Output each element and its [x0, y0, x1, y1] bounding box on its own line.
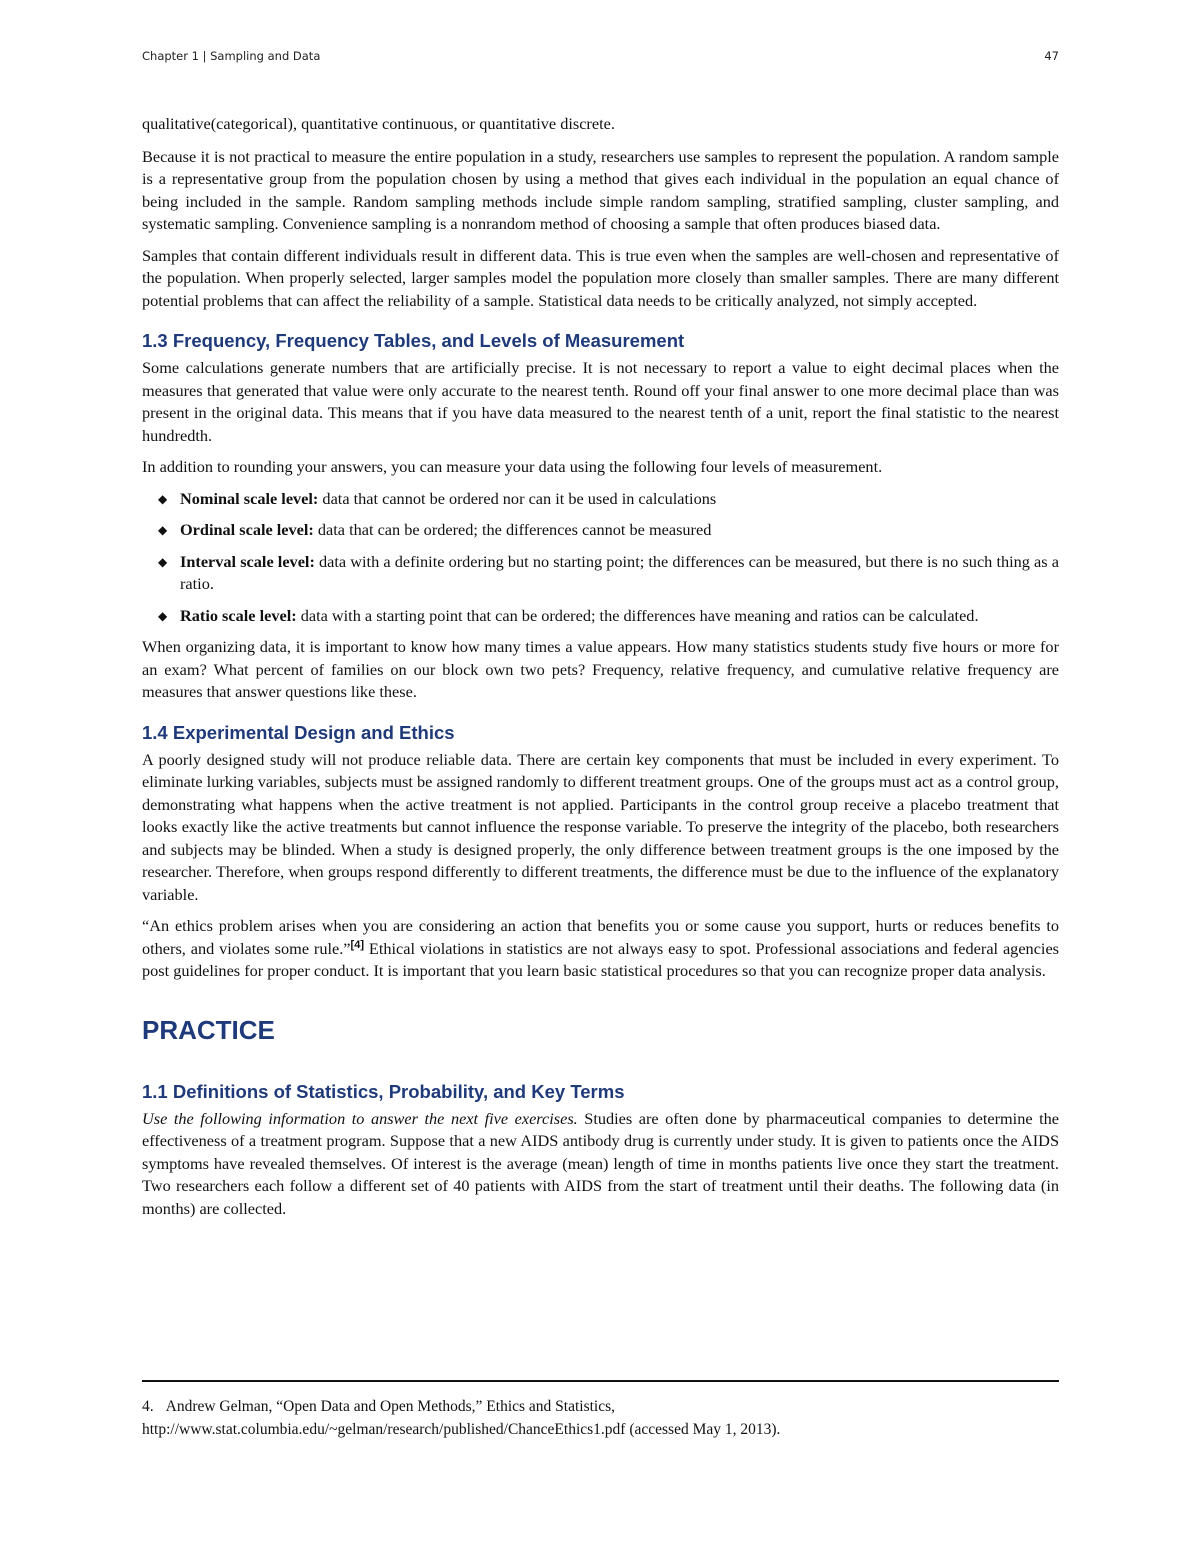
page-number: 47	[1044, 49, 1059, 63]
running-header	[142, 49, 1059, 63]
paragraph-experimental-design: A poorly designed study will not produce reliable data. There are certain key components that must be included in every experiment. To eliminate lurking variables, subjects must be assigned randomly to different treatment groups. One of the groups must act as a control group, demonstrating what happens when the active treatment is not applied. Participants in the control group receive a placebo treatment that looks exactly like the active treatments but cannot influence the response variable. To preserve the integrity of the placebo, both researchers and subjects may be blinded. When a study is designed properly, the only difference between treatment groups is the one imposed by the researcher. Therefore, when groups respond differently to different treatments, the difference must be due to the influence of the explanatory variable.	[142, 749, 1059, 904]
bullet-icon: ◆	[158, 491, 168, 506]
paragraph-practice-instructions	[142, 1108, 1059, 1221]
footnote-divider	[142, 1380, 1059, 1382]
level-description: data that cannot be ordered nor can it be used in calculations	[318, 488, 717, 508]
exercise-instruction: Use the following information to answer the next five exercises.	[142, 1108, 578, 1128]
section-heading-1-4: 1.4 Experimental Design and Ethics	[142, 721, 455, 743]
paragraph-rounding: Some calculations generate numbers that are artificially precise. It is not necessary to report a value to eight decimal places when the measures that generated that value were only accurate to the nearest tenth. Round off your final answer to one more decimal place than was present in the original data. This means that if you have data measured to the nearest tenth of a unit, report the final statistic to the nearest hundredth.	[142, 358, 1059, 445]
levels-list	[142, 488, 1059, 628]
list-item	[142, 605, 1059, 628]
footnote-number: 4.	[142, 1398, 154, 1415]
level-description: data with a starting point that can be ordered; the differences have meaning and ratios can be calculated.	[296, 605, 979, 625]
practice-heading: PRACTICE	[142, 1014, 275, 1045]
footnote-text: Andrew Gelman, “Open Data and Open Methods,” Ethics and Statistics, http://www.stat.columbia.edu/~gelman/research/published/ChanceEthics1.pdf (accessed May 1, 2013).	[142, 1398, 781, 1438]
paragraph-levels-intro: In addition to rounding your answers, you can measure your data using the following four levels of measurement.	[142, 457, 883, 476]
level-description: data with a definite ordering but no starting point; the differences can be measured, but there is no such thing as a ratio.	[180, 551, 1059, 593]
paragraph-sampling: Because it is not practical to measure the entire population in a study, researchers use samples to represent the population. A random sample is a representative group from the population chosen by using a method that gives each individual in the population an equal chance of being included in the sample. Random sampling methods include simple random sampling, stratified sampling, cluster sampling, and systematic sampling. Convenience sampling is a nonrandom method of choosing a sample that often produces biased data.	[142, 146, 1059, 233]
chapter-title: Chapter 1 | Sampling and Data	[142, 49, 321, 63]
list-item	[142, 551, 1059, 596]
level-term: Ratio scale level:	[180, 605, 297, 625]
level-term: Ordinal scale level:	[180, 520, 314, 539]
list-item	[142, 519, 1059, 542]
level-description: data that can be ordered; the differences cannot be measured	[313, 520, 712, 539]
intro-fragment: qualitative(categorical), quantitative continuous, or quantitative discrete.	[142, 114, 615, 133]
exercise-text: Studies are often done by pharmaceutical companies to determine the effectiveness of a treatment program. Suppose that a new AIDS antibody drug is currently under study. It is given to patients once the AIDS symptoms have revealed themselves. Of interest is the average (mean) length of time in months patients live once they start the treatment. Two researchers each follow a different set of 40 patients with AIDS from the start of treatment until their deaths. The following data (in months) are collected.	[142, 1108, 1059, 1218]
main-content	[142, 113, 1059, 1229]
paragraph-ethics	[142, 915, 1059, 983]
bullet-icon: ◆	[158, 554, 168, 569]
level-term: Interval scale level:	[180, 551, 315, 571]
list-item	[142, 488, 1059, 511]
section-heading-1-1: 1.1 Definitions of Statistics, Probability, and Key Terms	[142, 1080, 625, 1102]
paragraph-samples-differ: Samples that contain different individuals result in different data. This is true even when the samples are well-chosen and representative of the population. When properly selected, larger samples model the population more closely than smaller samples. There are many different potential problems that can affect the reliability of a sample. Statistical data needs to be critically analyzed, not simply accepted.	[142, 245, 1059, 310]
ethics-quote: “An ethics problem arises when you are considering an action that benefits you or some cause you support, hurts or reduces benefits to others, and violates some rule.”	[142, 916, 1059, 958]
bullet-icon: ◆	[158, 608, 168, 623]
ethics-text: Ethical violations in statistics are not always easy to spot. Professional associations and federal agencies post guidelines for proper conduct. It is important that you learn basic statistical procedures so that you can recognize proper data analysis.	[142, 938, 1060, 980]
level-term: Nominal scale level:	[180, 488, 319, 508]
footnote-reference-link[interactable]: [4]	[350, 938, 364, 951]
footnote	[142, 1396, 1059, 1441]
section-heading-1-3: 1.3 Frequency, Frequency Tables, and Levels of Measurement	[142, 330, 685, 351]
bullet-icon: ◆	[158, 523, 168, 537]
paragraph-frequency: When organizing data, it is important to know how many times a value appears. How many statistics students study five hours or more for an exam? What percent of families on our block own two pets? Frequency, relative frequency, and cumulative relative frequency are measures that answer questions like these.	[142, 637, 1059, 701]
